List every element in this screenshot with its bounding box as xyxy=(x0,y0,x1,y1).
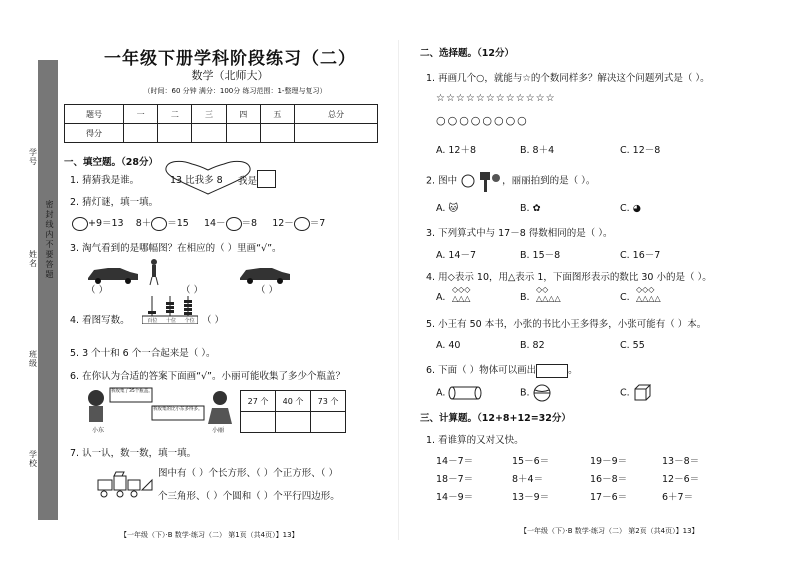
q2-2-text: 2. 图中 ，丽丽拍到的是（ ）。 xyxy=(426,170,595,192)
person-icon xyxy=(150,259,158,285)
page-divider xyxy=(398,40,399,540)
q2-1-opt-a[interactable]: A. 12＋8 xyxy=(436,145,477,156)
q1-4-blank[interactable]: （ ） xyxy=(202,315,225,326)
q1-2-text: 2. 猜灯谜，填一填。 xyxy=(70,197,159,208)
q2-4-text: 4. 用◇表示 10，用△表示 1，下面图形表示的数比 30 小的是（ ）。 xyxy=(426,272,712,283)
q2-5-opt-c[interactable]: C. 55 xyxy=(620,340,645,351)
q1-2-equations: +9＝13 8＋ ＝15 14－ ＝8 12－ ＝7 xyxy=(72,215,325,231)
q2-6-opt-b[interactable]: B. xyxy=(520,384,551,402)
q2-4-opt-b[interactable]: B. xyxy=(520,292,530,303)
q2-5-opt-a[interactable]: A. 40 xyxy=(436,340,461,351)
q3-1-text: 1. 看谁算的又对又快。 xyxy=(426,435,524,446)
q2-6-opt-a[interactable]: A. xyxy=(436,386,482,400)
student-id-label: 学号 xyxy=(29,148,37,166)
boy-icon xyxy=(88,390,104,422)
exam-meta: （时间：60 分钟 满分：100分 练习范围：1-整理与复习） xyxy=(143,87,327,95)
lantern-icon xyxy=(151,217,167,231)
class-label: 班级 xyxy=(29,350,37,368)
calc-grid xyxy=(436,453,736,507)
cube-icon xyxy=(633,384,651,402)
binding-strip xyxy=(38,60,58,520)
section-1-title: 一、填空题。（28分） xyxy=(64,157,158,168)
q2-6-opt-c[interactable]: C. xyxy=(620,384,651,402)
rectangle-shape xyxy=(536,364,568,378)
seal-line-text: 密 封 线 内 不 要 答 题 xyxy=(45,200,54,279)
q2-1-opt-b[interactable]: B. 8＋4 xyxy=(520,145,555,156)
q2-1-opt-c[interactable]: C. 12－8 xyxy=(620,145,661,156)
q1-5-text: 5. 3 个十和 6 个一合起来是（ ）。 xyxy=(70,348,216,359)
lantern-icon xyxy=(226,217,242,231)
footer-right: 【一年级（下）·B 数学·练习（二） 第2页（共4页）】13】 xyxy=(520,527,699,535)
lantern-icon xyxy=(294,217,310,231)
q1-7-line1: 图中有（ ）个长方形、（ ）个正方形、（ ） xyxy=(158,468,339,479)
q1-6-text: 6. 在你认为合适的答案下面画“√”。小丽可能收集了多少个瓶盖？ xyxy=(70,371,345,382)
boy-bubble: 我收集了35个瓶盖。 xyxy=(111,389,153,394)
q2-2-opt-a[interactable]: A. 🐱 xyxy=(436,203,459,214)
stars-row: ☆☆☆☆☆☆☆☆☆☆☆☆ xyxy=(436,93,556,104)
boy-name: 小东 xyxy=(92,427,105,434)
girl-name: 小丽 xyxy=(212,427,225,434)
ball-icon xyxy=(533,384,551,402)
cylinder-icon xyxy=(448,386,482,400)
school-label: 学校 xyxy=(29,450,37,468)
calc-row: 14－7＝ 15－6＝ 19－9＝ 13－8＝ xyxy=(436,456,700,467)
q2-5-opt-b[interactable]: B. 82 xyxy=(520,340,545,351)
section-3-title: 三、计算题。（12+8+12=32分） xyxy=(420,413,571,424)
q1-6-option-table: 27 个 40 个 73 个 xyxy=(240,390,346,433)
q1-3-blank-b[interactable]: （ ） xyxy=(181,285,204,296)
cat-back-icon: ◕ xyxy=(632,203,641,214)
q2-5-text: 5. 小王有 50 本书，小张的书比小王多得多，小张可能有（ ）本。 xyxy=(426,319,707,330)
circles-row: ○○○○○○○○ xyxy=(436,114,529,127)
camera-scene-icon xyxy=(460,170,502,192)
heart-text: 13 比我多 8 xyxy=(170,175,223,186)
subject-subtitle: 数学（北师大） xyxy=(191,69,269,82)
name-label: 姓名 xyxy=(29,250,37,268)
calc-row: 14－9＝ 13－9＝ 17－6＝ 6＋7＝ xyxy=(436,492,694,503)
abacus-labels: 百位 十位 个位 xyxy=(147,318,195,324)
score-table: 题号 一 二 三 四 五 总分 得分 xyxy=(64,104,378,143)
q1-1-answer-box[interactable] xyxy=(257,170,276,188)
q1-3-blank-c[interactable]: （ ） xyxy=(256,285,279,296)
calc-row: 18－7＝ 8＋4＝ 16－8＝ 12－6＝ xyxy=(436,474,700,485)
section-2-title: 二、选择题。（12分） xyxy=(420,48,514,59)
q2-4-shapes-c: ◇◇◇ △△△△ xyxy=(636,285,661,303)
q2-2-opt-c[interactable]: C. ◕ xyxy=(620,203,641,214)
q2-3-opt-c[interactable]: C. 16－7 xyxy=(620,250,661,261)
flower-face-icon: ✿ xyxy=(532,203,541,214)
footer-left: 【一年级（下）·B 数学·练习（二） 第1页（共4页）】13】 xyxy=(120,531,299,539)
q2-6-text: 6. 下面（ ）物体可以画出 。 xyxy=(426,365,578,376)
girl-bubble: 我收集的比小东多得多。 xyxy=(153,407,203,412)
q1-3-text: 3. 淘气看到的是哪幅图？在相应的（ ）里画“√”。 xyxy=(70,243,282,254)
q2-3-opt-a[interactable]: A. 14－7 xyxy=(436,250,477,261)
q1-3-blank-a[interactable]: （ ） xyxy=(86,285,109,296)
lantern-icon xyxy=(72,217,88,231)
q1-3-pictures xyxy=(86,258,396,288)
q2-4-opt-a[interactable]: A. xyxy=(436,292,446,303)
q1-4-text: 4. 看图写数。 xyxy=(70,315,130,326)
q2-4-shapes-b: ◇◇ △△△△ xyxy=(536,285,561,303)
shape-train-figure xyxy=(94,470,156,500)
q1-1-text: 1. 猜猜我是谁。 xyxy=(70,175,140,186)
q2-3-text: 3. 下列算式中与 17－8 得数相同的是（ ）。 xyxy=(426,228,613,239)
q2-2-opt-b[interactable]: B. ✿ xyxy=(520,203,541,214)
girl-icon xyxy=(208,391,232,424)
page-title: 一年级下册学科阶段练习（二） xyxy=(104,49,356,69)
q2-3-opt-b[interactable]: B. 15－8 xyxy=(520,250,561,261)
q1-1-answer-label: 我是 xyxy=(238,176,258,187)
q2-4-opt-c[interactable]: C. xyxy=(620,292,630,303)
q1-7-text: 7. 认一认，数一数，填一填。 xyxy=(70,448,197,459)
q2-1-text: 1. 再画几个○，就能与☆的个数同样多？解决这个问题列式是（ ）。 xyxy=(426,73,710,84)
q2-4-shapes-a: ◇◇◇ △△△ xyxy=(452,285,471,303)
cat-face-icon: 🐱 xyxy=(448,203,459,214)
q1-7-line2: 个三角形、（ ）个圆和（ ）个平行四边形。 xyxy=(158,491,340,502)
